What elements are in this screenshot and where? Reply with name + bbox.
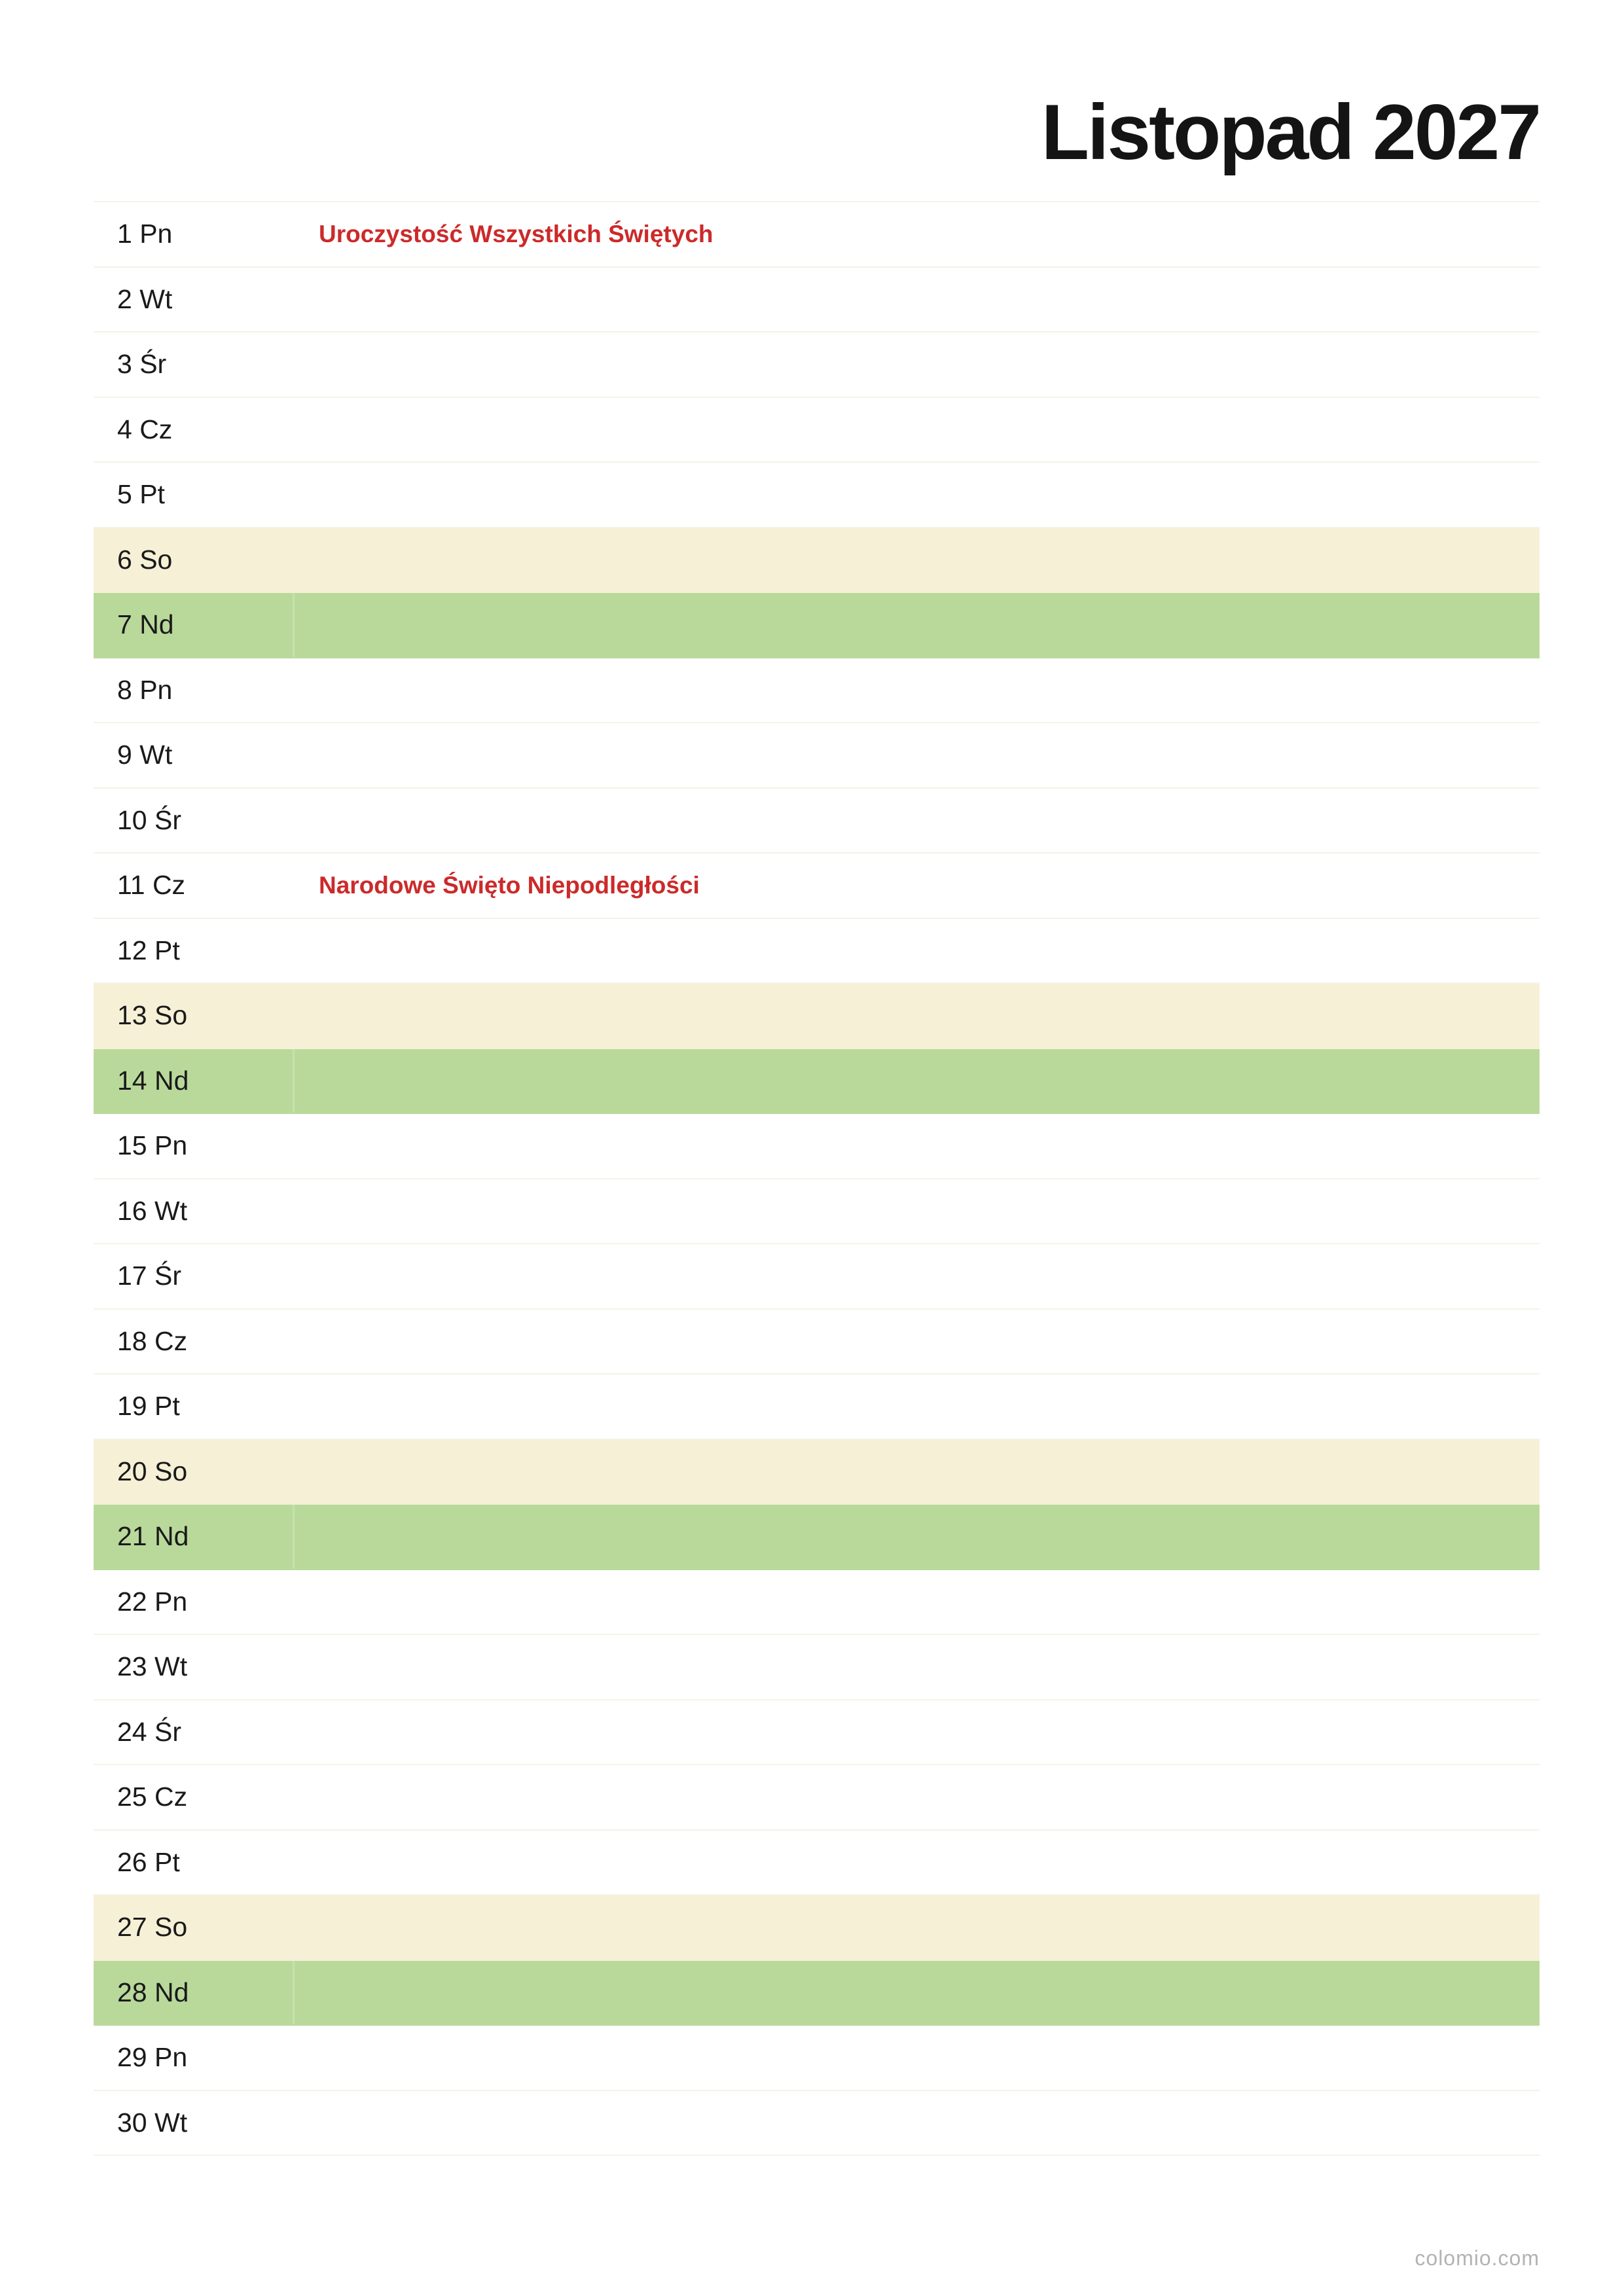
- day-row: [94, 398, 1540, 463]
- day-label: 12 Pt: [117, 935, 180, 965]
- footer-site: colomio.com: [1415, 2246, 1540, 2270]
- day-label: 16 Wt: [117, 1195, 188, 1226]
- day-row: [94, 1635, 1540, 1700]
- day-label: 5 Pt: [117, 479, 165, 510]
- day-row: [94, 268, 1540, 333]
- day-label: 6 So: [117, 544, 173, 575]
- day-row: [94, 2026, 1540, 2091]
- day-label: 15 Pn: [117, 1130, 188, 1161]
- day-label: 1 Pn: [117, 219, 173, 249]
- day-label: 27 So: [117, 1912, 188, 1943]
- day-label: 25 Cz: [117, 1782, 188, 1812]
- day-label: 21 Nd: [94, 1505, 295, 1569]
- day-row: [94, 332, 1540, 398]
- day-row: [94, 1961, 1540, 2026]
- day-row: [94, 1244, 1540, 1310]
- day-row: [94, 463, 1540, 528]
- day-label: 20 So: [117, 1456, 188, 1486]
- day-row: [94, 1895, 1540, 1961]
- day-label: 24 Śr: [117, 1716, 181, 1747]
- day-row: [94, 1831, 1540, 1896]
- day-label: 8 Pn: [117, 674, 173, 705]
- day-label: 13 So: [117, 1000, 188, 1031]
- day-label: 7 Nd: [94, 593, 295, 657]
- day-row: [94, 919, 1540, 984]
- day-label: 18 Cz: [117, 1325, 188, 1356]
- day-label: 14 Nd: [94, 1049, 295, 1113]
- day-label: 19 Pt: [117, 1391, 180, 1422]
- day-row: [94, 1765, 1540, 1831]
- holiday-name: Narodowe Święto Niepodległości: [319, 871, 700, 899]
- day-label: 30 Wt: [117, 2107, 188, 2138]
- day-label: 3 Śr: [117, 349, 167, 380]
- day-row: [94, 1505, 1540, 1570]
- holiday-name: Uroczystość Wszystkich Świętych: [319, 220, 713, 247]
- day-label: 2 Wt: [117, 283, 173, 314]
- day-row: [94, 789, 1540, 854]
- day-row: [94, 1700, 1540, 1766]
- day-label: 11 Cz: [117, 870, 186, 901]
- day-label: 4 Cz: [117, 414, 173, 444]
- day-row: [94, 853, 1540, 919]
- page-title: Listopad 2027: [1041, 88, 1540, 176]
- day-label: 29 Pn: [117, 2042, 188, 2073]
- day-list: [94, 201, 1540, 2156]
- day-row: [94, 1179, 1540, 1245]
- day-row: [94, 593, 1540, 658]
- calendar-page: [94, 0, 1540, 2296]
- day-row: [94, 528, 1540, 594]
- day-row: [94, 1570, 1540, 1636]
- day-row: [94, 658, 1540, 724]
- day-row: [94, 1310, 1540, 1375]
- day-label: 22 Pn: [117, 1586, 188, 1617]
- day-label: 9 Wt: [117, 740, 173, 770]
- day-row: [94, 1440, 1540, 1505]
- day-row: [94, 202, 1540, 268]
- day-label: 28 Nd: [94, 1961, 295, 2025]
- day-row: [94, 723, 1540, 789]
- day-label: 26 Pt: [117, 1846, 180, 1877]
- day-row: [94, 1374, 1540, 1440]
- day-row: [94, 2091, 1540, 2157]
- day-label: 10 Śr: [117, 804, 181, 835]
- day-row: [94, 984, 1540, 1049]
- day-row: [94, 1049, 1540, 1115]
- day-label: 23 Wt: [117, 1651, 188, 1682]
- day-row: [94, 1114, 1540, 1179]
- day-label: 17 Śr: [117, 1261, 181, 1291]
